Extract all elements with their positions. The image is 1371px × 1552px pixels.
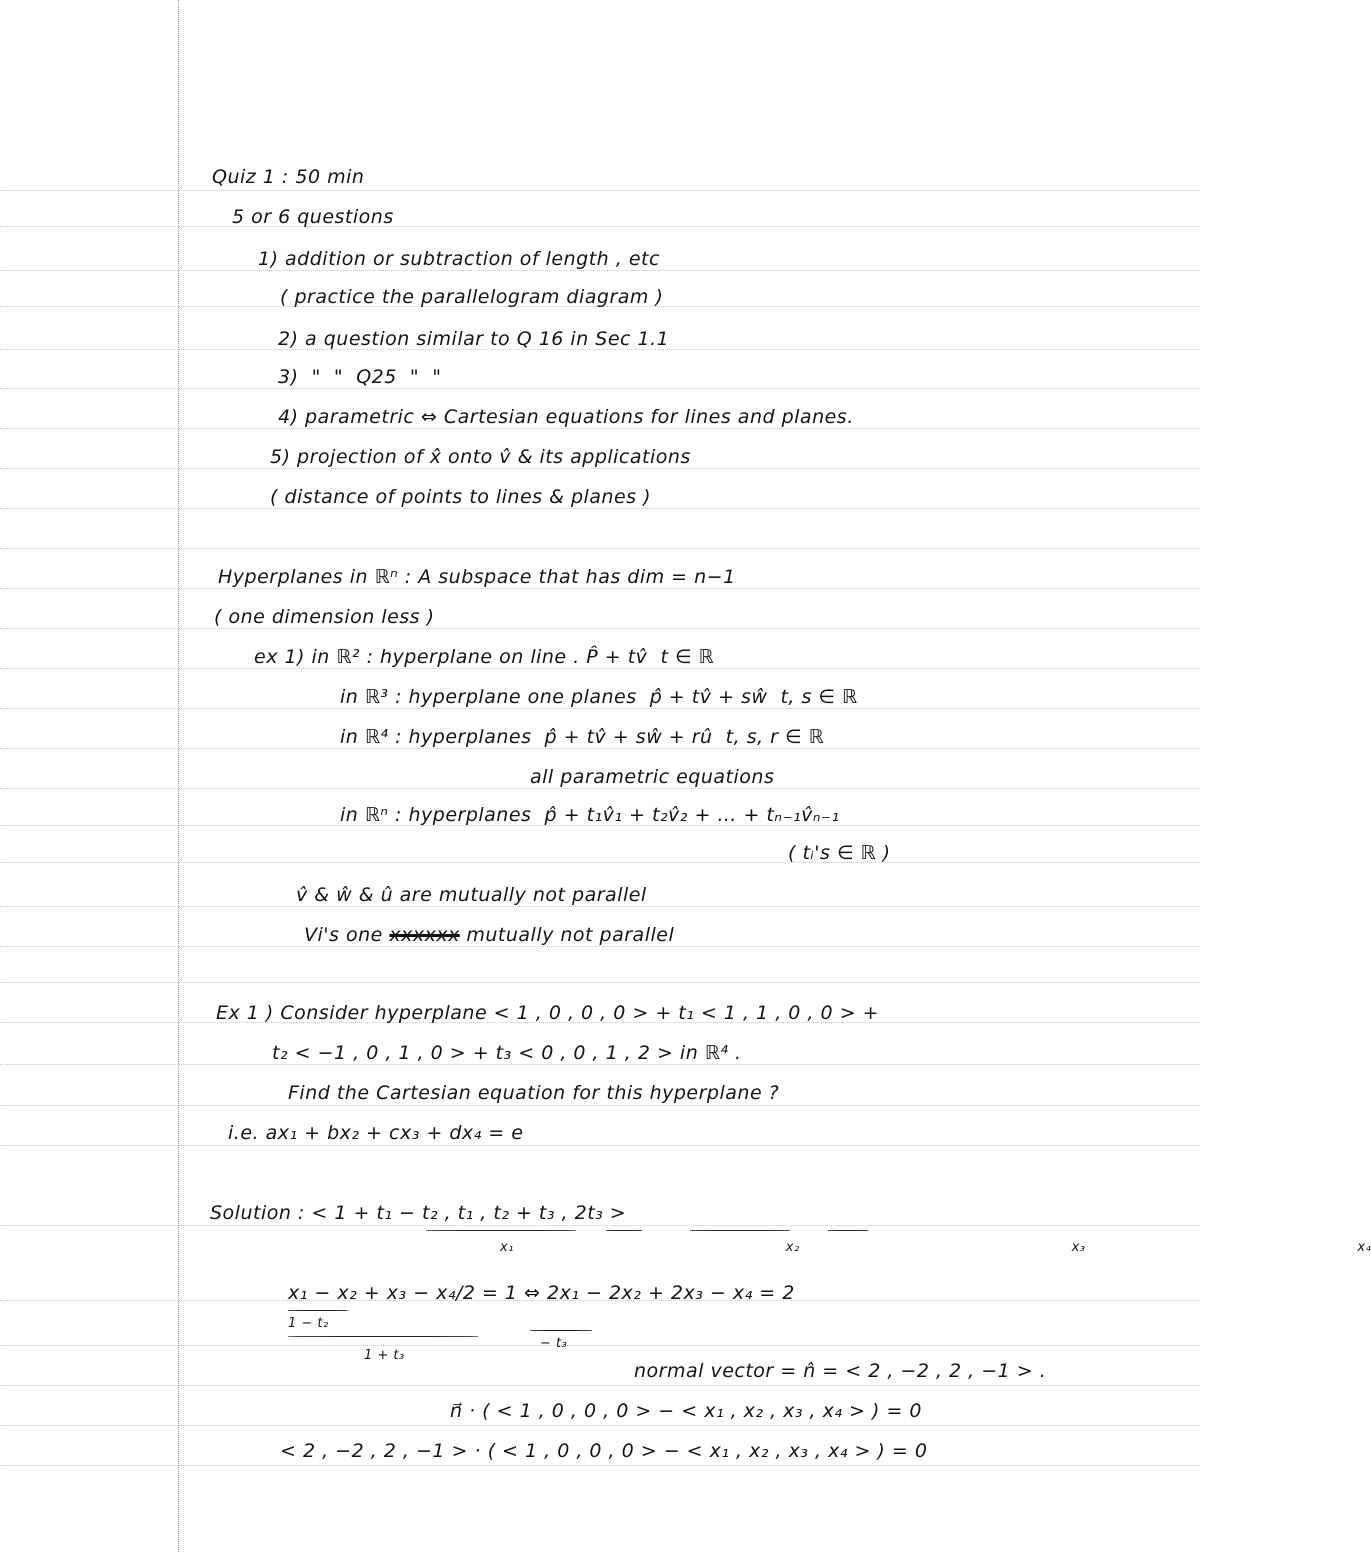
ruling-line: [0, 862, 1200, 863]
not-parallel-note: v̂ & ŵ & û are mutually not parallel: [296, 884, 647, 906]
ruling-line: [0, 1465, 1200, 1466]
quiz-item-1: 1) addition or subtraction of length , etc: [258, 248, 660, 270]
ruling-line: [0, 388, 1200, 389]
ruling-line: [0, 982, 1200, 983]
quiz-item-2: 2) a question similar to Q 16 in Sec 1.1: [278, 328, 670, 350]
ruling-line: [0, 226, 1200, 227]
quiz-item-3: 3) " " Q25 " ": [278, 366, 442, 388]
underbrace: [606, 1230, 642, 1231]
underbrace: [530, 1330, 592, 1331]
hyperplane-definition-note: ( one dimension less ): [214, 606, 435, 628]
example-1-form: i.e. ax₁ + bx₂ + cx₃ + dx₄ = e: [228, 1122, 524, 1144]
component-labels: x₁ x₂ x₃ x₄: [500, 1240, 1371, 1255]
example-r2: ex 1) in ℝ² : hyperplane on line . P̂ + tv̂ t ∈ ℝ: [254, 646, 715, 668]
ruling-line: [0, 270, 1200, 271]
quiz-heading: Quiz 1 : 50 min: [212, 166, 365, 188]
final-equation: < 2 , −2 , 2 , −1 > · ( < 1 , 0 , 0 , 0 > − < x₁ , x₂ , x₃ , x₄ > ) = 0: [280, 1440, 928, 1462]
ruling-line: [0, 508, 1200, 509]
ruling-line: [0, 1105, 1200, 1106]
ruling-line: [0, 668, 1200, 669]
underbrace: [288, 1310, 348, 1311]
example-rn: in ℝⁿ : hyperplanes p̂ + t₁v̂₁ + t₂v̂₂ + … + tₙ₋₁v̂ₙ₋₁: [340, 804, 840, 826]
normal-vector: normal vector = n̂ = < 2 , −2 , 2 , −1 > .: [634, 1360, 1047, 1382]
ruling-line: [0, 548, 1200, 549]
example-r3: in ℝ³ : hyperplane one planes p̂ + tv̂ + sŵ t, s ∈ ℝ: [340, 686, 858, 708]
margin-rule: [178, 0, 179, 1552]
ruling-line: [0, 1345, 1200, 1346]
quiz-item-1-note: ( practice the parallelogram diagram ): [280, 286, 664, 308]
solution-heading: Solution : < 1 + t₁ − t₂ , t₁ , t₂ + t₃ , 2t₃ >: [210, 1202, 627, 1224]
vi-not-parallel-note: [304, 924, 674, 946]
dot-product-equation: n⃗ · ( < 1 , 0 , 0 , 0 > − < x₁ , x₂ , x₃ , x₄ > ) = 0: [450, 1400, 922, 1422]
underbrace: [426, 1230, 576, 1231]
quiz-item-5-note: ( distance of points to lines & planes ): [270, 486, 652, 508]
example-1-question: Find the Cartesian equation for this hyperplane ?: [288, 1082, 780, 1104]
underbrace-label-b: − t₃: [540, 1336, 568, 1351]
ruling-line: [0, 946, 1200, 947]
ruling-line: [0, 748, 1200, 749]
ruling-line: [0, 708, 1200, 709]
ruling-line: [0, 1225, 1200, 1226]
ruling-line: [0, 628, 1200, 629]
underbrace-label-a: 1 − t₂: [288, 1316, 329, 1331]
question-count: 5 or 6 questions: [232, 206, 394, 228]
ruling-line: [0, 588, 1200, 589]
underbrace: [288, 1336, 478, 1337]
ruling-line: [0, 468, 1200, 469]
ruling-line: [0, 190, 1200, 191]
ruling-line: [0, 788, 1200, 789]
parametric-note: all parametric equations: [530, 766, 775, 788]
ruling-line: [0, 1385, 1200, 1386]
quiz-item-5: 5) projection of x̂ onto v̂ & its applications: [270, 446, 691, 468]
example-r4: in ℝ⁴ : hyperplanes p̂ + tv̂ + sŵ + rû t, s, r ∈ ℝ: [340, 726, 825, 748]
ruling-line: [0, 906, 1200, 907]
vi-suffix: mutually not parallel: [459, 924, 675, 946]
hyperplane-definition: Hyperplanes in ℝⁿ : A subspace that has dim = n−1: [218, 566, 736, 588]
underbrace: [828, 1230, 868, 1231]
vi-prefix: Vi's one: [304, 924, 390, 946]
underbrace-label-c: 1 + t₃: [364, 1348, 405, 1363]
underbrace: [690, 1230, 790, 1231]
ti-in-r-note: ( tᵢ's ∈ ℝ ): [788, 842, 891, 864]
example-1-vectors: t₂ < −1 , 0 , 1 , 0 > + t₃ < 0 , 0 , 1 , 2 > in ℝ⁴ .: [272, 1042, 742, 1064]
example-1-statement: Ex 1 ) Consider hyperplane < 1 , 0 , 0 , 0 > + t₁ < 1 , 1 , 0 , 0 > +: [216, 1002, 880, 1024]
ruling-line: [0, 428, 1200, 429]
ruling-line: [0, 1425, 1200, 1426]
ruling-line: [0, 1145, 1200, 1146]
quiz-item-4: 4) parametric ⇔ Cartesian equations for lines and planes.: [278, 406, 854, 428]
ruling-line: [0, 1064, 1200, 1065]
struck-word: xxxxxx: [389, 924, 460, 946]
cartesian-equation: x₁ − x₂ + x₃ − x₄/2 = 1 ⇔ 2x₁ − 2x₂ + 2x₃ − x₄ = 2: [288, 1282, 795, 1304]
